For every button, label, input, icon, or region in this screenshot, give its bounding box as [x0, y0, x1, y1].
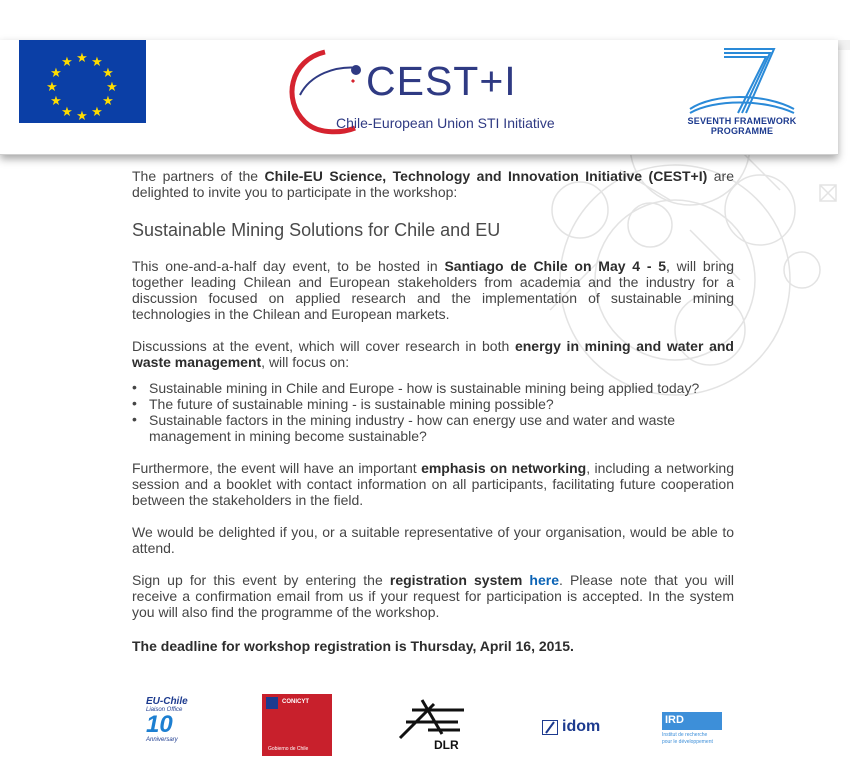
svg-text:★: ★ — [61, 55, 73, 70]
focus-list — [132, 380, 734, 444]
discussions-text-a: Discussions at the event, which will cover research in both — [132, 338, 515, 354]
fp7-seven-icon — [684, 43, 800, 118]
discussions-text-c: , will focus on: — [261, 354, 350, 370]
registration-link[interactable]: here — [529, 572, 559, 588]
dlr-logo — [398, 698, 468, 754]
signup-registration-system: registration system — [389, 572, 530, 588]
svg-text:★: ★ — [50, 94, 62, 109]
discussions-paragraph — [132, 338, 734, 370]
discussions-topics: energy in mining and water and waste management — [132, 338, 734, 370]
svg-text:★: ★ — [76, 109, 88, 123]
svg-text:★: ★ — [91, 105, 103, 120]
ird-sub1: Institut de recherche — [662, 732, 708, 738]
networking-text-a: Furthermore, the event will have an important — [132, 460, 422, 476]
ird-logo — [662, 712, 722, 748]
cest-logo — [280, 40, 555, 140]
euchile-number: 10 — [146, 711, 173, 738]
list-item: • Sustainable mining in Chile and Europe - how is sustainable mining being applied today? — [132, 380, 734, 396]
cest-title: CEST+I — [366, 58, 517, 104]
dlr-symbol-icon — [398, 698, 468, 740]
svg-text:★: ★ — [61, 105, 73, 120]
workshop-title: Sustainable Mining Solutions for Chile and EU — [132, 220, 501, 240]
intro-text-c: are delighted to invite you to participate in the workshop: — [132, 168, 734, 200]
cest-subtitle: Chile-European Union STI Initiative — [336, 115, 555, 131]
signup-text-a: Sign up for this event by entering the — [132, 572, 390, 588]
list-item: • The future of sustainable mining - is sustainable mining possible? — [132, 396, 734, 412]
eu-flag-logo — [19, 40, 146, 123]
intro-text-a: The partners of the — [132, 168, 265, 184]
invitation-body — [132, 168, 734, 654]
svg-text:★: ★ — [102, 94, 114, 109]
svg-text:★: ★ — [46, 80, 58, 95]
networking-text-c: , including a networking session and a booklet with contact information on all participants, facilitating future cooperation between the stakeholders in the field. — [132, 460, 735, 508]
event-text-c: , will bring together leading Chilean and European stakeholders from academia and the industry for a discussion focused on applied research and the implementation of sustainable mining technologies in the Chilean and European markets. — [132, 258, 735, 322]
euchile-line3: Anniversary — [146, 737, 178, 743]
fp7-label-line1: SEVENTH FRAMEWORK — [687, 116, 797, 126]
svg-text:★: ★ — [106, 80, 118, 95]
conicyt-logo — [262, 694, 332, 756]
euchile-anniversary-logo — [146, 696, 194, 751]
idom-label: idom — [562, 718, 601, 735]
event-text-a: This one-and-a-half day event, to be hosted in — [132, 258, 445, 274]
dlr-label: DLR — [434, 738, 459, 752]
header-banner — [0, 40, 838, 155]
signup-text-c: . Please note that you will receive a confirmation email from us if your request for participation is accepted. In the system you will also find the programme of the workshop. — [132, 572, 734, 620]
conicyt-flag-icon — [266, 697, 278, 709]
conicyt-name: CONICYT — [282, 699, 309, 705]
networking-emphasis: emphasis on networking — [421, 460, 587, 476]
fp7-logo — [684, 43, 800, 139]
svg-text:★: ★ — [102, 66, 114, 81]
list-item: • Sustainable factors in the mining industry - how can energy use and water and waste management in mining become sustainable? — [132, 412, 734, 444]
deadline-notice: The deadline for workshop registration is Thursday, April 16, 2015. — [132, 638, 574, 654]
svg-text:★: ★ — [50, 66, 62, 81]
fp7-label-line2: PROGRAMME — [710, 126, 774, 136]
header-edge — [838, 40, 850, 50]
conicyt-sub: Gobierno de Chile — [268, 746, 309, 752]
eu-stars-icon — [19, 40, 146, 123]
event-location-date: Santiago de Chile on May 4 - 5 — [444, 258, 667, 274]
signup-paragraph — [132, 572, 734, 620]
svg-text:★: ★ — [76, 51, 88, 66]
idom-logo — [542, 719, 604, 739]
idom-square-icon — [542, 720, 558, 735]
euchile-line2: Liaison Office — [146, 707, 183, 713]
event-paragraph — [132, 258, 734, 322]
networking-paragraph — [132, 460, 734, 508]
ird-sub2: pour le développement — [662, 739, 713, 745]
ird-label: IRD — [665, 714, 684, 726]
intro-initiative-name: Chile-EU Science, Technology and Innovation Initiative (CEST+I) — [264, 168, 708, 184]
attendance-paragraph: We would be delighted if you, or a suitable representative of your organisation, would be able to attend. — [132, 524, 734, 556]
svg-text:★: ★ — [91, 55, 103, 70]
euchile-line1: EU-Chile — [146, 696, 188, 707]
intro-paragraph — [132, 168, 734, 200]
